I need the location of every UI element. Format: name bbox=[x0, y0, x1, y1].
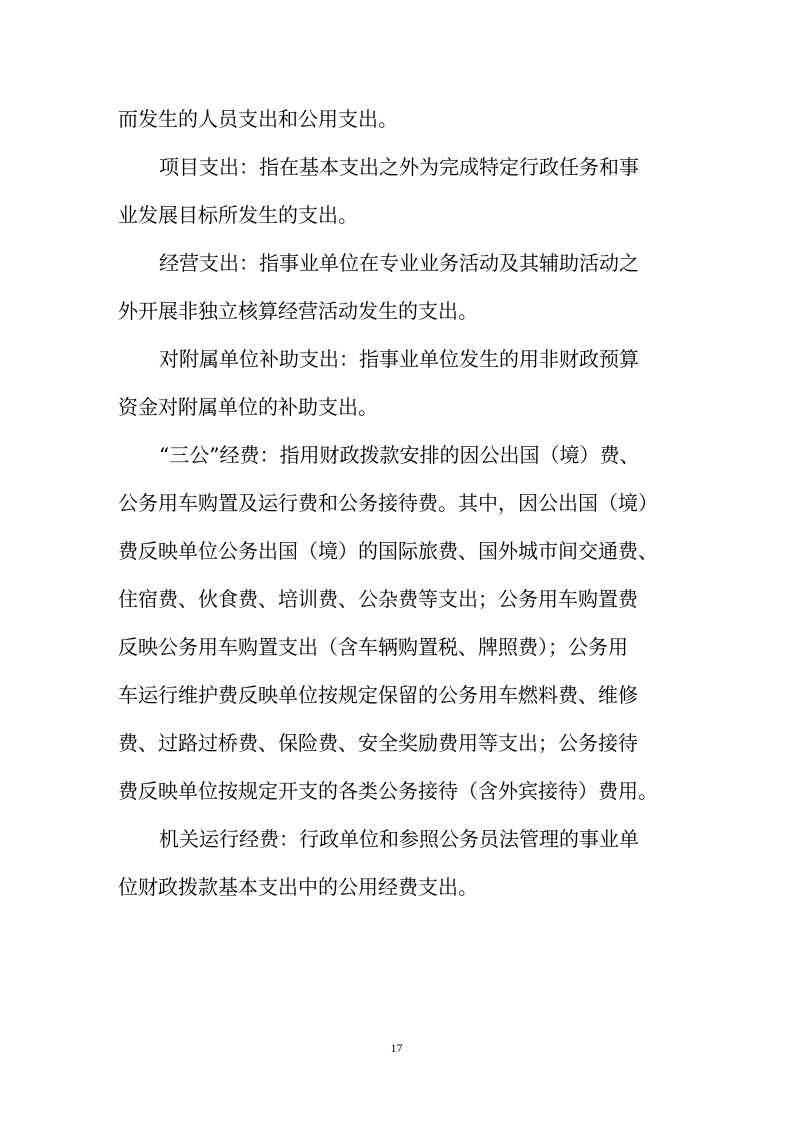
text-line: 机关运行经费：行政单位和参照公务员法管理的事业单 bbox=[159, 827, 639, 851]
text-line: 外开展非独立核算经营活动发生的支出。 bbox=[118, 299, 478, 323]
text-line: 项目支出：指在基本支出之外为完成特定行政任务和事 bbox=[159, 155, 639, 179]
text-line: 业发展目标所发生的支出。 bbox=[118, 203, 358, 227]
text-line: 住宿费、伙食费、培训费、公杂费等支出；公务用车购置费 bbox=[118, 587, 638, 611]
text-line: 对附属单位补助支出：指事业单位发生的用非财政预算 bbox=[159, 347, 639, 371]
text-line: 公务用车购置及运行费和公务接待费。其中，因公出国（境） bbox=[118, 491, 658, 515]
text-line: 费反映单位按规定开支的各类公务接待（含外宾接待）费用。 bbox=[118, 779, 658, 803]
text-line: 资金对附属单位的补助支出。 bbox=[118, 395, 378, 419]
text-line: 经营支出：指事业单位在专业业务活动及其辅助活动之 bbox=[159, 251, 639, 275]
text-line: 车运行维护费反映单位按规定保留的公务用车燃料费、维修 bbox=[118, 683, 638, 707]
text-line: 费、过路过桥费、保险费、安全奖励费用等支出；公务接待 bbox=[118, 731, 638, 755]
text-line: 费反映单位公务出国（境）的国际旅费、国外城市间交通费、 bbox=[118, 539, 658, 563]
text-line: 反映公务用车购置支出（含车辆购置税、牌照费）；公务用 bbox=[118, 635, 628, 659]
page-number: 17 bbox=[390, 1041, 403, 1055]
text-line: “三公”经费：指用财政拨款安排的因公出国（境）费、 bbox=[159, 443, 640, 467]
text-line: 位财政拨款基本支出中的公用经费支出。 bbox=[118, 875, 478, 899]
document-body bbox=[118, 95, 678, 911]
text-line: 而发生的人员支出和公用支出。 bbox=[118, 107, 398, 131]
